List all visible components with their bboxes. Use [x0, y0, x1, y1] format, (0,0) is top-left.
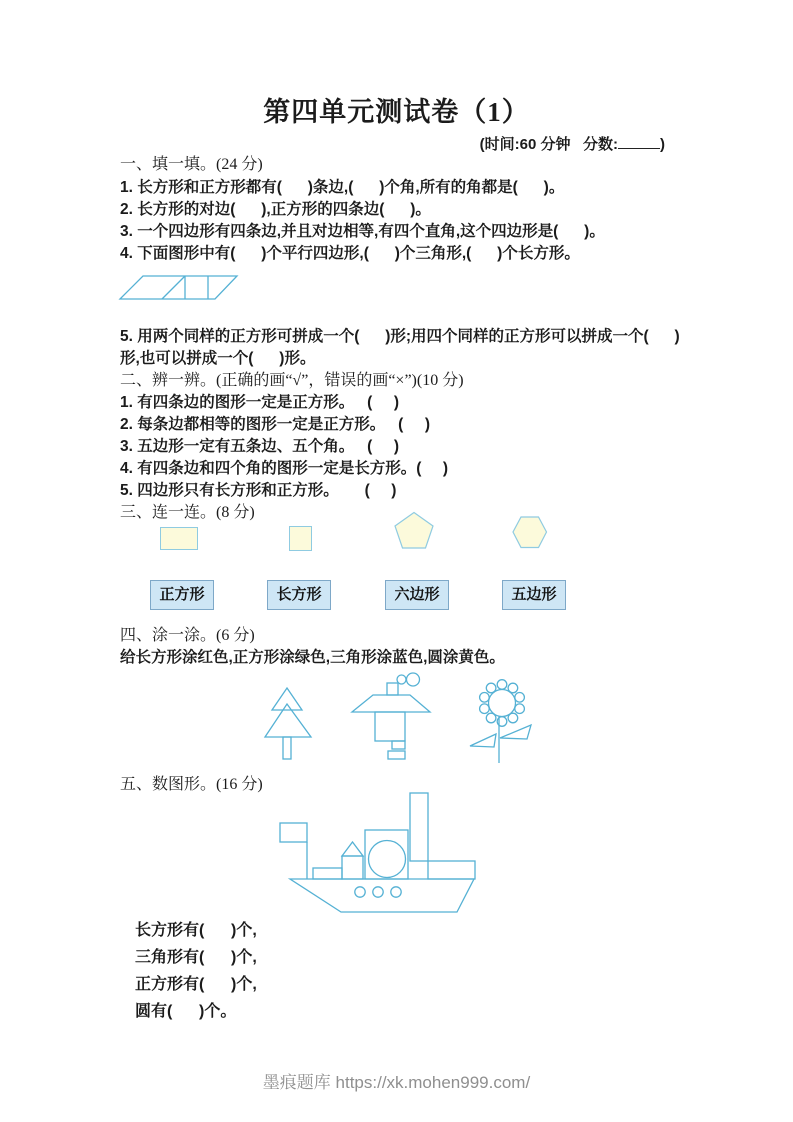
section2-item-3: 3. 五边形一定有五条边、五个角。 ( )	[120, 438, 400, 455]
lamp-base-rect-2	[388, 751, 405, 759]
boat-figure	[278, 790, 482, 916]
label-box-pentagon: 五边形	[502, 580, 566, 610]
parallelogram-composite-figure	[113, 269, 245, 307]
section2-heading: 二、辨一辨。(正确的画“√”，错误的画“×”)(10 分)	[120, 372, 464, 389]
time-score-close: )	[660, 136, 665, 153]
section2-item-5: 5. 四边形只有长方形和正方形。 ( )	[120, 482, 397, 499]
lamp-chimney-square	[387, 683, 398, 695]
boat-cabin-circle	[369, 841, 406, 878]
pentagon-shape	[394, 511, 435, 552]
lamp-body-rect	[375, 712, 405, 741]
flower-left-leaf-triangle	[470, 734, 496, 747]
section5-heading: 五、数图形。(16 分)	[120, 776, 263, 793]
tree-lower-triangle	[265, 704, 311, 737]
section1-item-1: 1. 长方形和正方形都有( )条边,( )个角,所有的角都是( )。	[120, 179, 565, 196]
page-title: 第四单元测试卷（1）	[263, 97, 530, 127]
section5-answer-squares: 正方形有( )个,	[135, 976, 257, 993]
section4-instruction: 给长方形涂红色,正方形涂绿色,三角形涂蓝色,圆涂黄色。	[120, 649, 505, 666]
boat-right-rect	[428, 861, 475, 879]
lamp-small-circle	[397, 675, 406, 684]
section5-answer-rectangles: 长方形有( )个,	[135, 922, 257, 939]
section2-item-2: 2. 每条边都相等的图形一定是正方形。 ( )	[120, 416, 431, 433]
boat-house-square	[342, 856, 363, 879]
petal-circle	[480, 704, 490, 714]
section5-answer-circles: 圆有( )个。	[135, 1003, 237, 1020]
section5-answer-triangles: 三角形有( )个,	[135, 949, 257, 966]
flower-right-leaf-triangle	[500, 725, 531, 739]
boat-flag-rect	[280, 823, 307, 842]
tree-figure	[258, 682, 318, 762]
section1-item-5: 5. 用两个同样的正方形可拼成一个( )形;用四个同样的正方形可以拼成一个( )形,也可以拼成一个( )形。	[120, 328, 680, 367]
footer-watermark: 墨痕题库 https://xk.mohen999.com/	[262, 1073, 531, 1092]
boat-deck-rect	[313, 868, 342, 879]
section2-item-4: 4. 有四条边和四个角的图形一定是长方形。( )	[120, 460, 449, 477]
section2-item-1: 1. 有四条边的图形一定是正方形。 ( )	[120, 394, 400, 411]
section1-item-3: 3. 一个四边形有四条边,并且对边相等,有四个直角,这个四边形是( )。	[120, 223, 605, 240]
section1-heading: 一、填一填。(24 分)	[120, 156, 263, 173]
section3-heading: 三、连一连。(8 分)	[120, 504, 255, 521]
label-box-hexagon: 六边形	[385, 580, 449, 610]
petal-circle	[515, 704, 525, 714]
porthole-circle	[355, 887, 365, 897]
boat-house-roof-triangle	[342, 842, 363, 856]
boat-chimney-rect	[410, 793, 428, 861]
flower-center-circle	[489, 690, 516, 717]
pentagon-polygon	[395, 513, 433, 549]
boat-cabin-rect	[365, 830, 408, 879]
hexagon-shape	[512, 516, 548, 549]
porthole-circle	[391, 887, 401, 897]
time-score-label: (时间:60 分钟 分数:	[479, 136, 618, 153]
diagonal-divider	[162, 276, 185, 299]
rectangle-shape	[160, 527, 198, 550]
lamp-roof-trapezoid	[352, 695, 430, 712]
lamp-big-circle	[407, 673, 420, 686]
tree-trunk-rect	[283, 737, 291, 759]
score-blank-line	[618, 135, 660, 149]
porthole-circle	[373, 887, 383, 897]
parallelogram-outline	[120, 276, 237, 299]
petal-circle	[497, 680, 507, 690]
petal-circle	[480, 693, 490, 703]
time-score-line	[380, 133, 665, 154]
section1-item-4: 4. 下面图形中有( )个平行四边形,( )个三角形,( )个长方形。	[120, 245, 580, 262]
lamp-base-rect-1	[392, 741, 405, 749]
label-box-rectangle: 长方形	[267, 580, 331, 610]
square-shape	[289, 526, 312, 551]
hexagon-polygon	[513, 517, 547, 548]
label-box-square: 正方形	[150, 580, 214, 610]
section1-item-2: 2. 长方形的对边( ),正方形的四条边( )。	[120, 201, 431, 218]
section4-heading: 四、涂一涂。(6 分)	[120, 627, 255, 644]
petal-circle	[515, 693, 525, 703]
sunflower-figure	[458, 671, 550, 769]
tree-upper-triangle	[272, 688, 302, 710]
lamp-figure	[345, 671, 440, 763]
